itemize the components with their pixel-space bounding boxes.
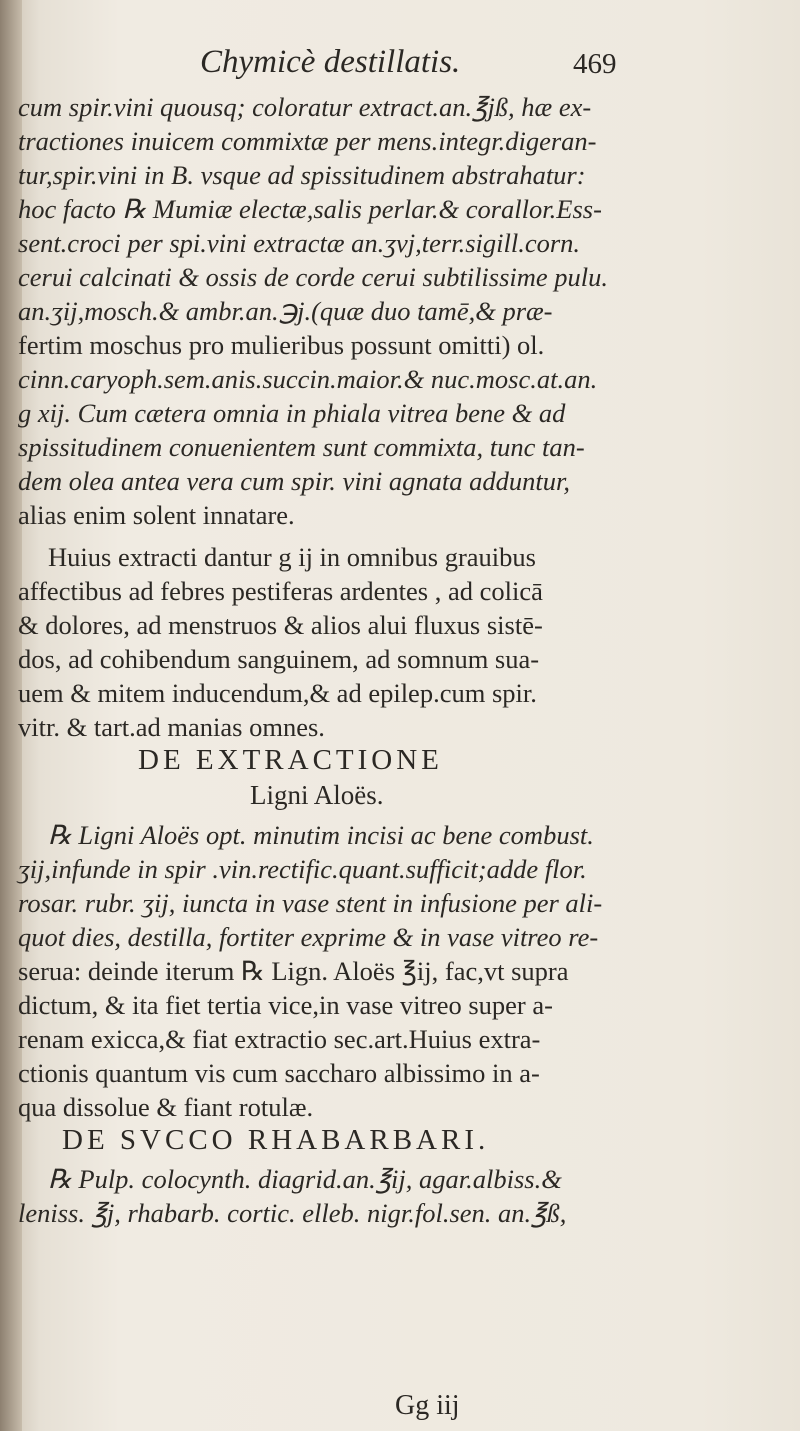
text-line: fertim moschus pro mulieribus possunt omitti) ol.: [18, 330, 545, 360]
text-line: dos, ad cohibendum sanguinem, ad somnum sua-: [18, 644, 540, 674]
text-line: g xij. Cum cætera omnia in phiala vitrea bene & ad: [18, 398, 566, 428]
text-line: leniss. ℥j, rhabarb. cortic. elleb. nigr.fol.sen. an.℥ß,: [18, 1198, 567, 1228]
text-line: tractiones inuicem commixtæ per mens.integr.digeran-: [18, 126, 597, 156]
text-line: vitr. & tart.ad manias omnes.: [18, 712, 325, 742]
section-heading: DE EXTRACTIONE: [138, 744, 443, 776]
text-line: serua: deinde iterum ℞ Lign. Aloës ℥ij, fac,vt supra: [18, 956, 569, 986]
text-line: cinn.caryoph.sem.anis.succin.maior.& nuc.mosc.at.an.: [18, 364, 598, 394]
text-line: ℞ Pulp. colocynth. diagrid.an.℥ij, agar.albiss.&: [48, 1164, 562, 1194]
text-line: dictum, & ita fiet tertia vice,in vase vitreo super a-: [18, 990, 553, 1020]
text-line: an.ʒij,mosch.& ambr.an.℈j.(quæ duo tamē,& præ-: [18, 296, 553, 326]
text-line: hoc facto ℞ Mumiæ electæ,salis perlar.& corallor.Ess-: [18, 194, 602, 224]
text-line: qua dissolue & fiant rotulæ.: [18, 1092, 314, 1122]
text-line: uem & mitem inducendum,& ad epilep.cum spir.: [18, 678, 537, 708]
text-line: & dolores, ad menstruos & alios alui fluxus sistē-: [18, 610, 543, 640]
section-subheading: Ligni Aloës.: [250, 780, 384, 810]
text-line: tur,spir.vini in B. vsque ad spissitudinem abstrahatur:: [18, 160, 586, 190]
text-line: alias enim solent innatare.: [18, 500, 295, 530]
text-line: spissitudinem conuenientem sunt commixta, tunc tan-: [18, 432, 585, 462]
text-line: affectibus ad febres pestiferas ardentes , ad colicā: [18, 576, 543, 606]
running-title: Chymicè destillatis.: [200, 44, 461, 80]
page-header: [18, 44, 778, 88]
text-line: dem olea antea vera cum spir. vini agnata adduntur,: [18, 466, 571, 496]
text-line: renam exicca,& fiat extractio sec.art.Huius extra-: [18, 1024, 541, 1054]
signature-mark: Gg iij: [395, 1390, 460, 1421]
text-line: quot dies, destilla, fortiter exprime & in vase vitreo re-: [18, 922, 599, 952]
text-line: Huius extracti dantur g ij in omnibus grauibus: [48, 542, 536, 572]
text-line: cum spir.vini quousq; coloratur extract.an.℥jß, hæ ex-: [18, 92, 592, 122]
page-number: 469: [573, 48, 617, 80]
text-line: cerui calcinati & ossis de corde cerui subtilissime pulu.: [18, 262, 609, 292]
text-line: sent.croci per spi.vini extractæ an.ʒvj,terr.sigill.corn.: [18, 228, 581, 258]
text-line: ctionis quantum vis cum saccharo albissimo in a-: [18, 1058, 540, 1088]
text-line: rosar. rubr. ʒij, iuncta in vase stent in infusione per ali-: [18, 888, 603, 918]
text-line: ʒij,infunde in spir .vin.rectific.quant.sufficit;adde flor.: [18, 854, 587, 884]
section-heading: DE SVCCO RHABARBARI.: [62, 1124, 490, 1156]
text-line: ℞ Ligni Aloës opt. minutim incisi ac bene combust.: [48, 820, 594, 850]
